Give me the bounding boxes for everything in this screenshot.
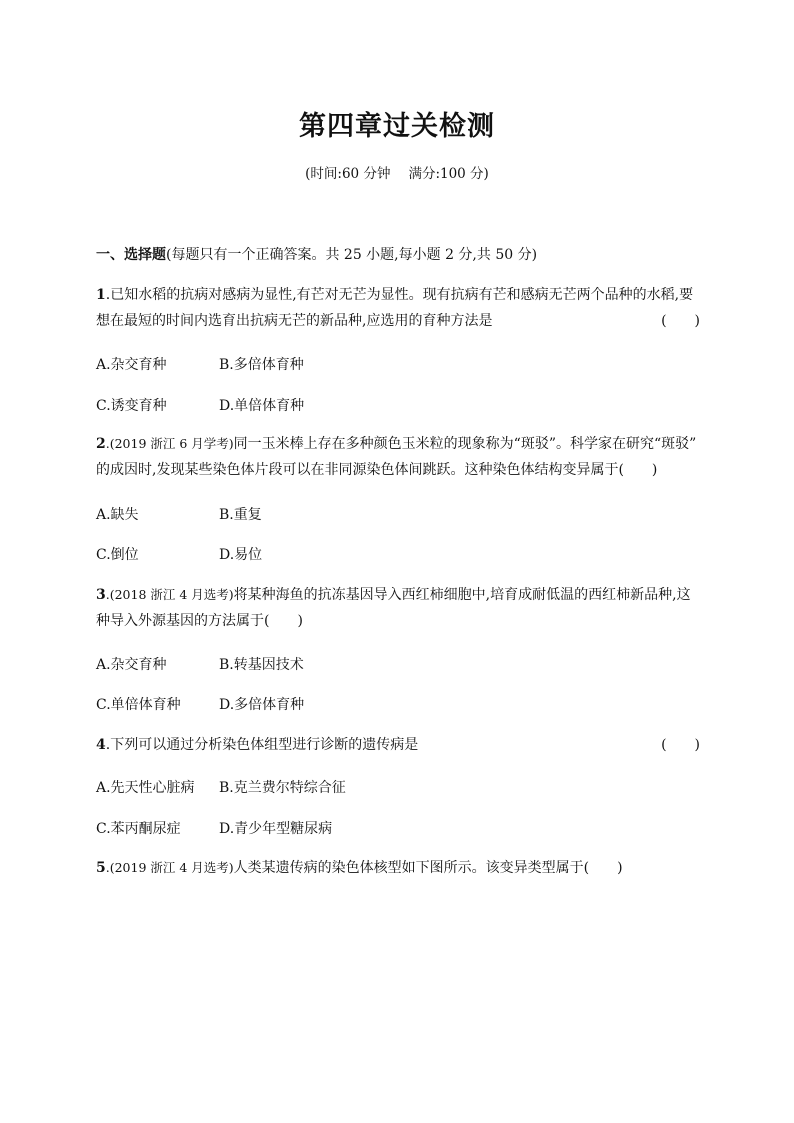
question-number: 1 — [96, 287, 106, 303]
option-c: C.诱变育种 — [96, 398, 167, 414]
section-note: (每题只有一个正确答案。共 25 小题,每小题 2 分,共 50 分) — [166, 247, 538, 263]
option-b: B.多倍体育种 — [219, 357, 304, 373]
question-2-options-2 — [96, 544, 262, 566]
question-number: 5 — [96, 860, 106, 876]
question-text-line2: 种导入外源基因的方法属于( ) — [96, 613, 303, 629]
option-c: C.苯丙酮尿症 — [96, 821, 181, 837]
section-heading — [96, 244, 537, 264]
option-c: C.单倍体育种 — [96, 697, 181, 713]
question-text-line1: 同一玉米棒上存在多种颜色玉米粒的现象称为“斑驳”。科学家在研究“斑驳” — [233, 436, 697, 452]
question-3 — [96, 582, 700, 634]
option-b: B.重复 — [219, 507, 262, 523]
question-4-options-2 — [96, 818, 332, 840]
question-source: .(2019 浙江 4 月选考) — [105, 860, 234, 875]
question-3-options-2 — [96, 694, 304, 716]
exam-info — [0, 162, 794, 182]
question-text-line2: 的成因时,发现某些染色体片段可以在非同源染色体间跳跃。这种染色体结构变异属于( ) — [96, 462, 658, 478]
question-1 — [96, 282, 700, 334]
option-a: A.杂交育种 — [96, 657, 167, 673]
option-b: B.克兰费尔特综合征 — [219, 780, 346, 796]
question-number: 3 — [96, 587, 106, 603]
full-score: 满分:100 分) — [408, 166, 489, 182]
time-limit: (时间:60 分钟 — [305, 166, 391, 182]
option-a: A.先天性心脏病 — [96, 780, 195, 796]
question-5 — [96, 855, 700, 881]
question-1-options — [96, 354, 304, 376]
question-text-line1: .下列可以通过分析染色体组型进行诊断的遗传病是 — [105, 737, 419, 753]
option-d: D.单倍体育种 — [219, 398, 305, 414]
question-text-line1: .已知水稻的抗病对感病为显性,有芒对无芒为显性。现有抗病有芒和感病无芒两个品种的水稻,要 — [105, 287, 694, 303]
option-c: C.倒位 — [96, 547, 139, 563]
option-b: B.转基因技术 — [219, 657, 304, 673]
page-title: 第四章过关检测 — [299, 111, 495, 142]
question-number: 2 — [96, 436, 106, 452]
option-d: D.易位 — [219, 547, 263, 563]
option-d: D.青少年型糖尿病 — [219, 821, 333, 837]
question-number: 4 — [96, 737, 106, 753]
question-2 — [96, 431, 700, 483]
question-text-line1: 人类某遗传病的染色体核型如下图所示。该变异类型属于( ) — [233, 860, 623, 876]
question-3-options — [96, 654, 304, 676]
question-2-options — [96, 504, 262, 526]
answer-blank: ( ) — [661, 737, 700, 753]
question-1-options-2 — [96, 395, 304, 417]
question-text-line2: 想在最短的时间内选育出抗病无芒的新品种,应选用的育种方法是 — [96, 313, 493, 329]
answer-blank: ( ) — [661, 313, 700, 329]
option-a: A.缺失 — [96, 507, 139, 523]
question-text-line1: 将某种海鱼的抗冻基因导入西红柿细胞中,培育成耐低温的西红柿新品种,这 — [233, 587, 691, 603]
question-source: .(2019 浙江 6 月学考) — [105, 436, 234, 451]
question-4-options — [96, 777, 346, 799]
question-4 — [96, 732, 700, 758]
section-label: 一、选择题 — [96, 247, 166, 263]
option-a: A.杂交育种 — [96, 357, 167, 373]
option-d: D.多倍体育种 — [219, 697, 305, 713]
question-source: .(2018 浙江 4 月选考) — [105, 587, 234, 602]
